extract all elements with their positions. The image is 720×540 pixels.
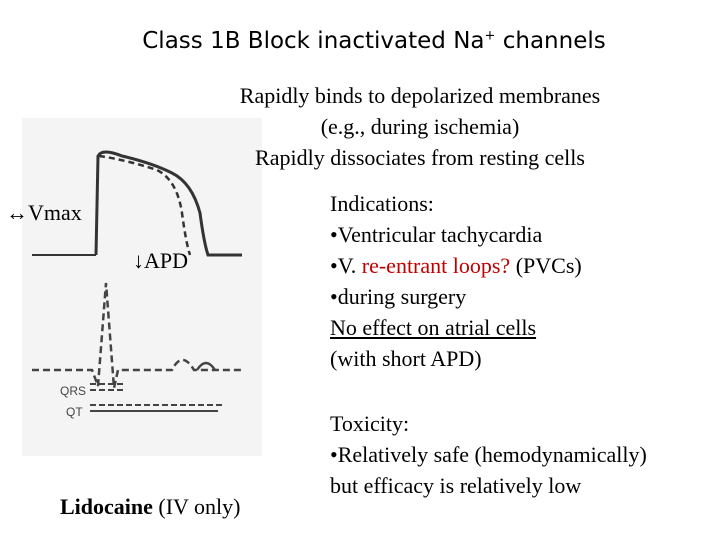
indication-item-2 bbox=[330, 250, 582, 281]
property-line-1: Rapidly binds to depolarized membranes bbox=[239, 83, 601, 108]
figure-caption bbox=[60, 494, 241, 520]
toxicity-block bbox=[330, 408, 647, 501]
vmax-label: ↔Vmax bbox=[6, 200, 82, 225]
slide-title bbox=[0, 28, 720, 54]
qrs-label: QRS bbox=[60, 384, 87, 398]
toxicity-item-2: but efficacy is relatively low bbox=[330, 473, 582, 498]
title-suffix: channels bbox=[495, 28, 606, 54]
drug-name: Lidocaine bbox=[60, 494, 153, 519]
toxicity-heading: Toxicity: bbox=[330, 411, 410, 436]
title-superscript: + bbox=[484, 28, 496, 44]
indications-block bbox=[330, 188, 582, 374]
qt-label: QT bbox=[66, 405, 83, 419]
toxicity-item-1: •Relatively safe (hemodynamically) bbox=[330, 442, 647, 467]
mechanism-properties bbox=[195, 80, 645, 173]
indications-heading: Indications: bbox=[330, 191, 434, 216]
property-line-3: Rapidly dissociates from resting cells bbox=[255, 145, 585, 170]
property-line-2: (e.g., during ischemia) bbox=[320, 114, 520, 139]
indication-item-3: •during surgery bbox=[330, 284, 467, 309]
atrial-note: No effect on atrial cells bbox=[330, 315, 537, 340]
indication-item-2-suffix: (PVCs) bbox=[510, 253, 582, 278]
drug-route: (IV only) bbox=[152, 494, 241, 519]
apd-label: ↓APD bbox=[133, 248, 189, 273]
reentrant-loops-text: re-entrant loops? bbox=[361, 253, 511, 278]
indication-item-1: •Ventricular tachycardia bbox=[330, 222, 543, 247]
atrial-note-paren: (with short APD) bbox=[330, 346, 482, 371]
title-prefix: Class 1B Block inactivated Na bbox=[142, 28, 485, 54]
indication-item-2-prefix: •V. bbox=[330, 253, 362, 278]
